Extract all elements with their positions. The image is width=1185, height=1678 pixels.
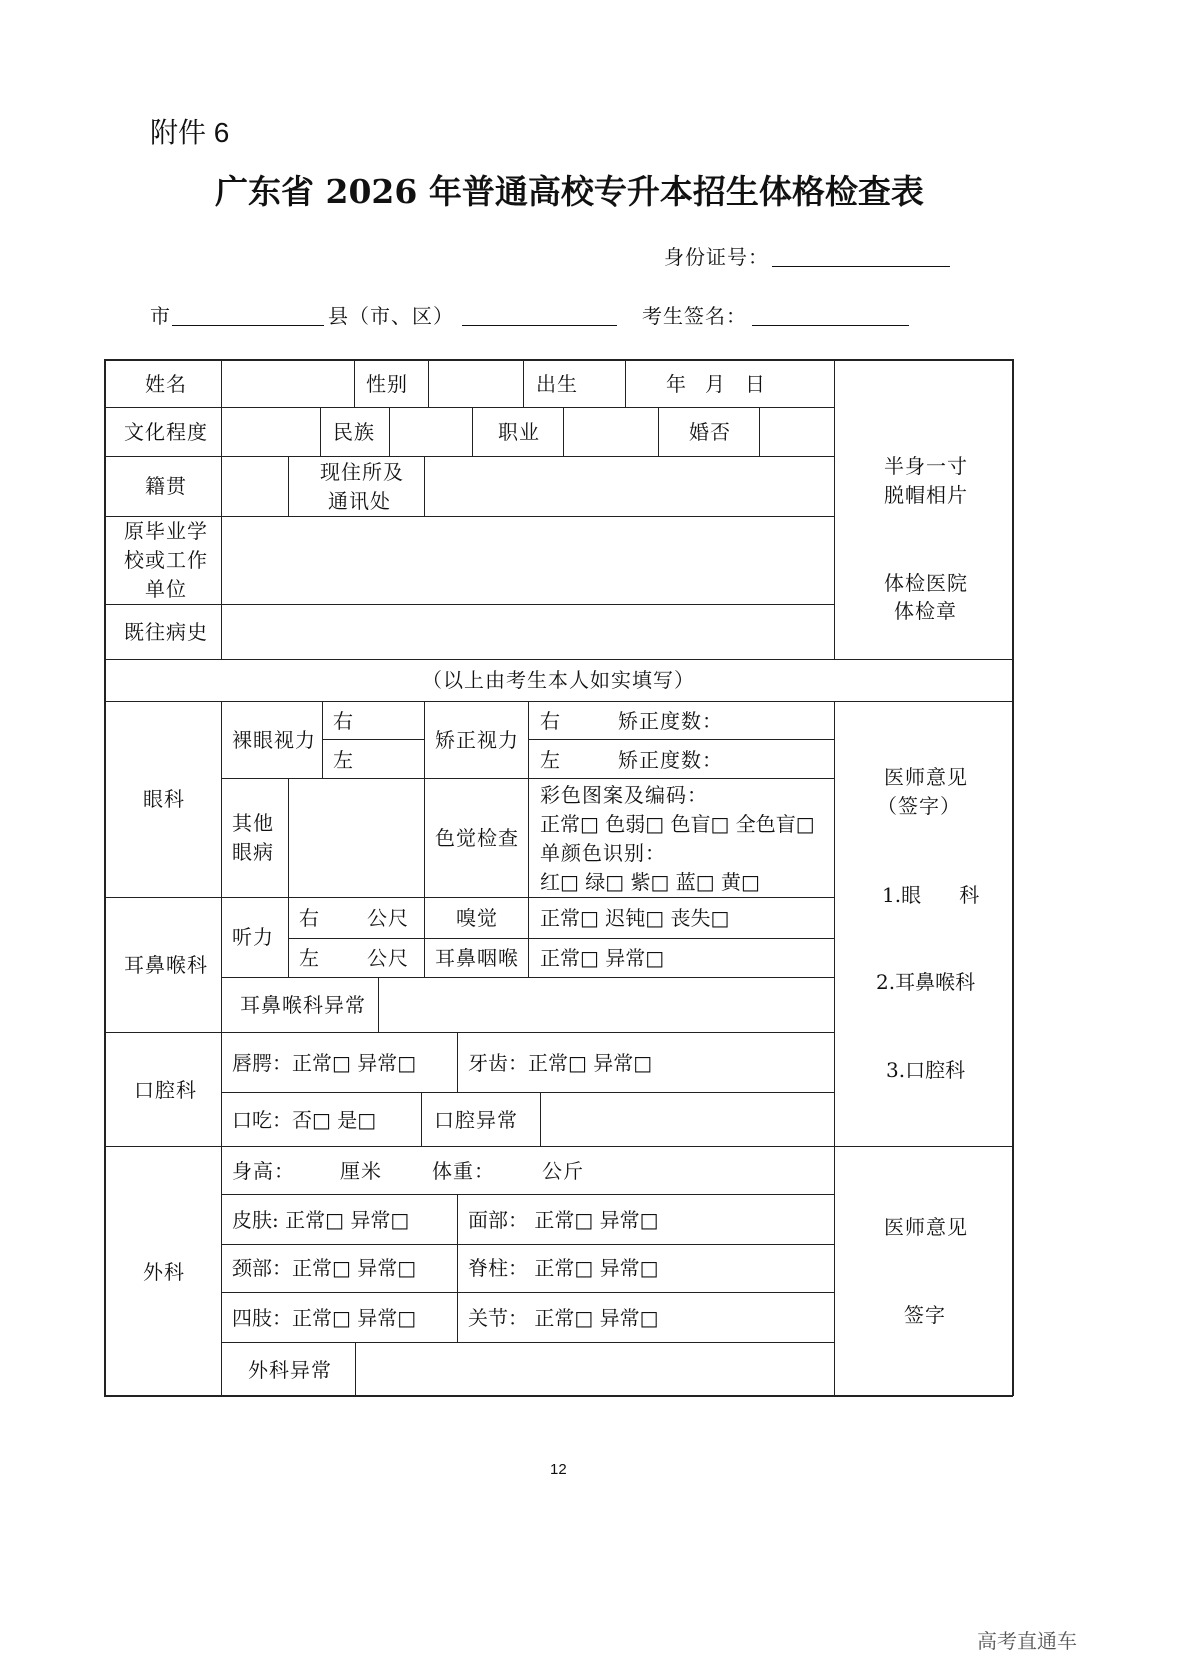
hearing-left-label: 左	[299, 946, 320, 970]
spine-options[interactable]: 脊柱： 正常□ 异常□	[468, 1256, 659, 1280]
single-color-label: 单颜色识别：	[540, 841, 666, 865]
page-title: 广东省 2026 年普通高校专升本招生体格检查表	[215, 172, 924, 211]
weight-unit: 公斤	[542, 1159, 584, 1183]
corrected-right-label: 右	[540, 709, 561, 733]
education-label: 文化程度	[124, 420, 208, 444]
surgery-abnormal-label: 外科异常	[248, 1358, 332, 1382]
page-number: 12	[550, 1461, 567, 1478]
doctor-eye-item: 1.眼 科	[882, 883, 980, 907]
smell-label: 嗅觉	[456, 906, 498, 930]
native-place-label: 籍贯	[145, 474, 187, 498]
medical-history-label: 既往病史	[124, 620, 208, 644]
hearing-label: 听力	[232, 925, 274, 949]
corrected-left-label: 左	[540, 748, 561, 772]
signature-field[interactable]	[752, 325, 909, 326]
surgery-section-label: 外科	[143, 1260, 185, 1284]
teeth-options[interactable]: 牙齿：正常□ 异常□	[468, 1051, 653, 1075]
self-fill-note: （以上由考生本人如实填写）	[422, 668, 695, 692]
other-eye-label-line1: 其他	[232, 811, 274, 835]
id-number-label: 身份证号：	[664, 245, 769, 269]
color-pattern-label: 彩色图案及编码：	[540, 783, 708, 807]
school-label-line2: 校或工作	[124, 548, 208, 572]
birth-day-label: 日	[745, 372, 766, 396]
hospital-stamp-line2: 体检章	[894, 599, 957, 623]
city-label: 市	[150, 304, 171, 328]
doctor-oral-item: 3.口腔科	[886, 1058, 966, 1082]
stutter-options[interactable]: 口吃：否□ 是□	[232, 1108, 377, 1132]
gender-label: 性别	[366, 372, 408, 396]
corrected-right-degree: 矫正度数：	[618, 709, 723, 733]
lip-palate-options[interactable]: 唇腭：正常□ 异常□	[232, 1051, 417, 1075]
doctor-ent-item: 2.耳鼻喉科	[876, 970, 976, 994]
throat-label: 耳鼻咽喉	[435, 946, 519, 970]
name-label: 姓名	[145, 372, 187, 396]
birth-label: 出生	[536, 372, 578, 396]
height-unit: 厘米	[340, 1159, 382, 1183]
attachment-label: 附件 6	[150, 117, 230, 148]
ethnicity-label: 民族	[333, 420, 375, 444]
skin-options[interactable]: 皮肤: 正常□ 异常□	[232, 1208, 410, 1232]
signature-label: 考生签名：	[642, 304, 747, 328]
ent-abnormal-label: 耳鼻喉科异常	[240, 993, 366, 1017]
county-label: 县（市、区）	[328, 304, 454, 328]
hospital-stamp-line1: 体检医院	[884, 571, 968, 595]
name-field[interactable]	[222, 360, 354, 407]
doctor-opinion-label: 医师意见	[884, 765, 968, 789]
single-color-options[interactable]: 红□ 绿□ 紫□ 蓝□ 黄□	[540, 870, 760, 894]
color-check-label: 色觉检查	[435, 826, 519, 850]
photo-label-line1: 半身一寸	[884, 454, 968, 478]
photo-label-line2: 脱帽相片	[884, 483, 968, 507]
eye-section-label: 眼科	[143, 787, 185, 811]
watermark: 高考直通车	[977, 1629, 1077, 1653]
limbs-options[interactable]: 四肢：正常□ 异常□	[232, 1306, 417, 1330]
face-options[interactable]: 面部： 正常□ 异常□	[468, 1208, 659, 1232]
height-label: 身高：	[232, 1159, 295, 1183]
ent-section-label: 耳鼻喉科	[124, 953, 208, 977]
county-field[interactable]	[462, 325, 617, 326]
id-number-field[interactable]	[772, 266, 950, 267]
throat-options[interactable]: 正常□ 异常□	[540, 946, 665, 970]
oral-section-label: 口腔科	[134, 1078, 197, 1102]
hearing-right-label: 右	[299, 906, 320, 930]
corrected-left-degree: 矫正度数：	[618, 748, 723, 772]
surgeon-opinion-label: 医师意见	[884, 1215, 968, 1239]
weight-label: 体重：	[432, 1159, 495, 1183]
smell-options[interactable]: 正常□ 迟钝□ 丧失□	[540, 906, 730, 930]
joints-options[interactable]: 关节： 正常□ 异常□	[468, 1306, 659, 1330]
hearing-left-unit: 公尺	[367, 946, 409, 970]
birth-month-label: 月	[705, 372, 726, 396]
color-pattern-options[interactable]: 正常□ 色弱□ 色盲□ 全色盲□	[540, 812, 815, 836]
surgeon-sign-label: 签字	[904, 1303, 946, 1327]
gender-field[interactable]	[429, 360, 523, 407]
corrected-vision-label: 矫正视力	[435, 728, 519, 752]
other-eye-label-line2: 眼病	[232, 840, 274, 864]
marital-label: 婚否	[689, 420, 731, 444]
doctor-sign-label: （签字）	[877, 794, 961, 818]
naked-left-label: 左	[333, 748, 354, 772]
hearing-right-unit: 公尺	[367, 906, 409, 930]
naked-right-label: 右	[333, 709, 354, 733]
city-field[interactable]	[172, 325, 324, 326]
oral-abnormal-label: 口腔异常	[434, 1108, 518, 1132]
neck-options[interactable]: 颈部：正常□ 异常□	[232, 1256, 417, 1280]
school-label-line1: 原毕业学	[124, 519, 208, 543]
address-label-line1: 现住所及	[320, 460, 404, 484]
address-label-line2: 通讯处	[328, 489, 391, 513]
naked-vision-label: 裸眼视力	[232, 728, 316, 752]
school-label-line3: 单位	[145, 577, 187, 601]
occupation-label: 职业	[498, 420, 540, 444]
birth-year-label: 年	[666, 372, 687, 396]
